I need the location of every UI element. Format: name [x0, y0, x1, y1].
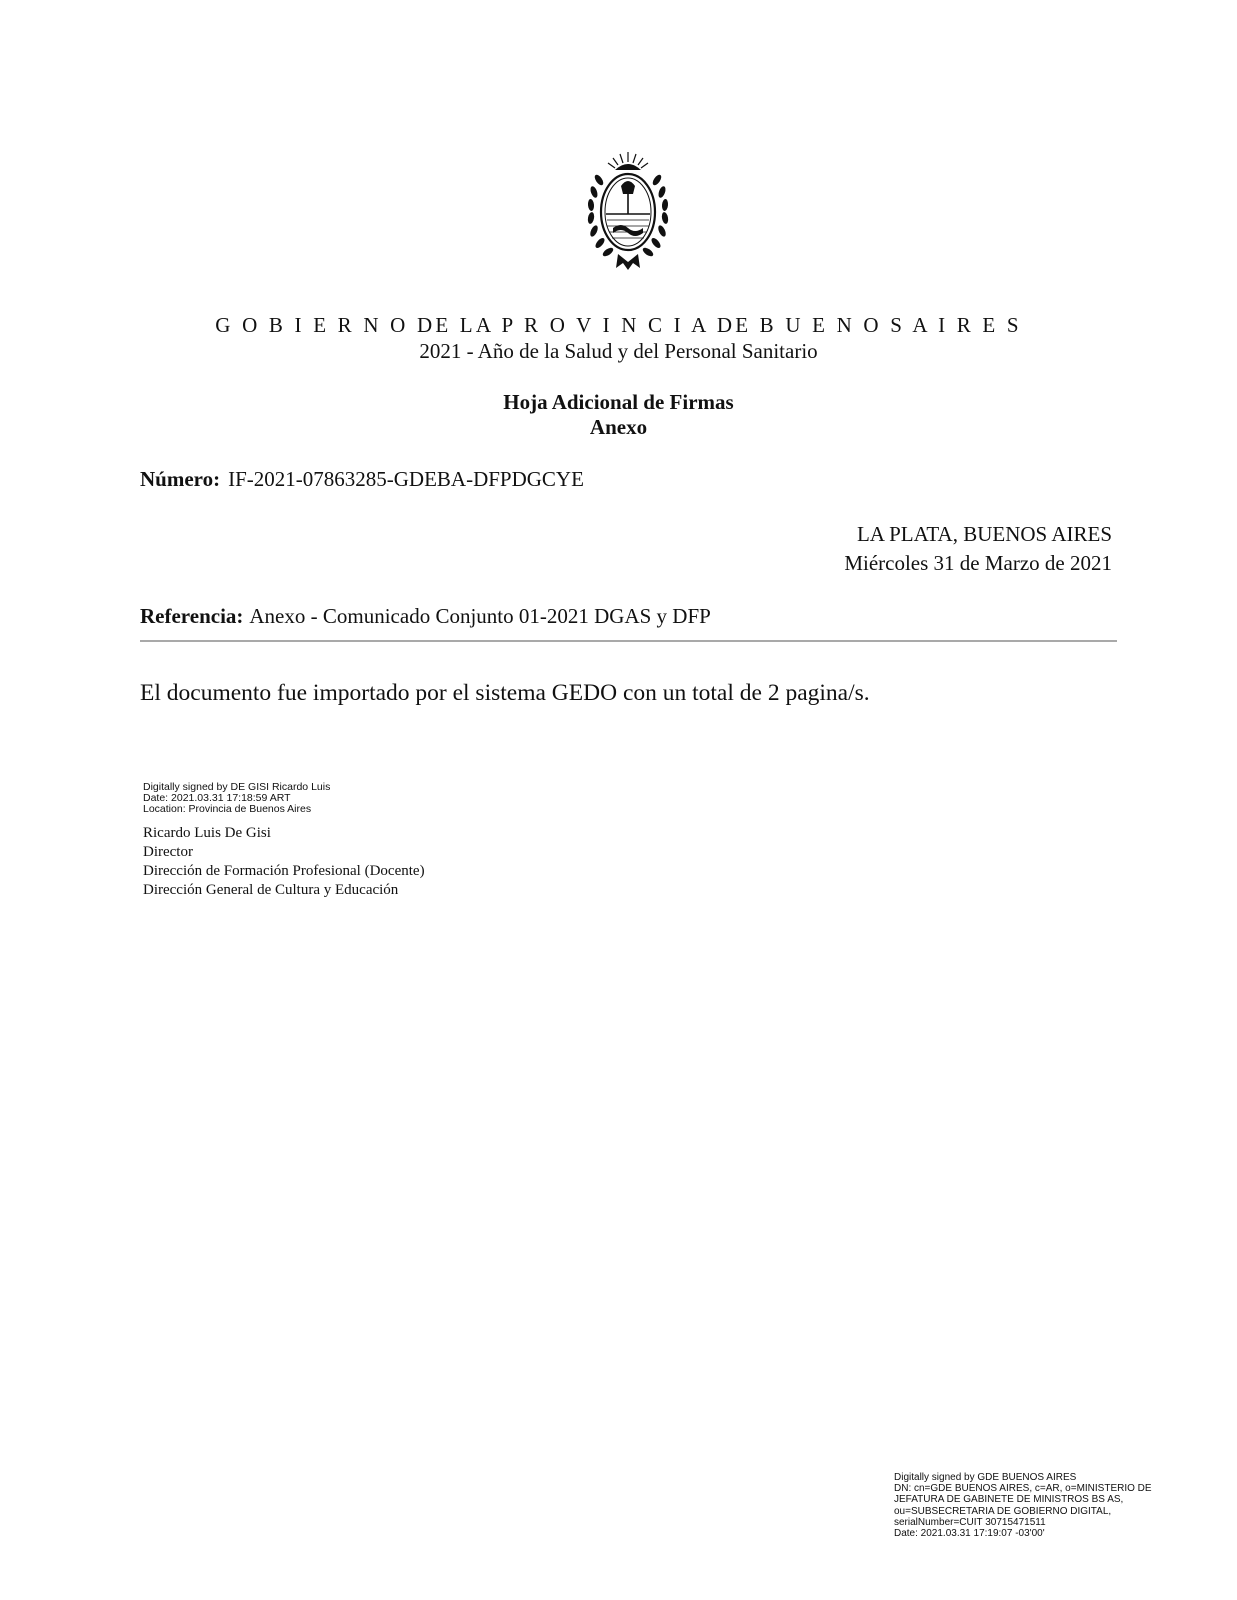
document-reference-label: Referencia:	[140, 604, 244, 628]
coat-of-arms-emblem	[585, 150, 671, 276]
document-number-label: Número:	[140, 467, 221, 491]
government-heading: G O B I E R N O DE LA P R O V I N C I A DE B U E N O S A I R E S	[215, 313, 1022, 337]
digital-signature-stamp	[143, 782, 330, 815]
signature-signed-by: Digitally signed by DE GISI Ricardo Luis	[143, 781, 331, 793]
divider	[140, 640, 1117, 642]
gde-ou-line: ou=SUBSECRETARIA DE GOBIERNO DIGITAL,	[894, 1505, 1112, 1517]
document-reference	[140, 604, 711, 629]
document-place: LA PLATA, BUENOS AIRES	[856, 522, 1112, 546]
signer-name: Ricardo Luis De Gisi	[143, 825, 271, 841]
document-date: Miércoles 31 de Marzo de 2021	[844, 551, 1112, 575]
gde-serial-line: serialNumber=CUIT 30715471511	[894, 1516, 1046, 1528]
document-reference-value: Anexo - Comunicado Conjunto 01-2021 DGAS y DFP	[249, 604, 711, 628]
gde-date-line: Date: 2021.03.31 17:19:07 -03'00'	[894, 1528, 1045, 1540]
signer-role: Director	[143, 844, 193, 860]
gde-ministry-line: JEFATURA DE GABINETE DE MINISTROS BS AS,	[894, 1494, 1124, 1506]
document-title: Hoja Adicional de Firmas	[503, 390, 734, 414]
gde-dn-line: DN: cn=GDE BUENOS AIRES, c=AR, o=MINISTERIO DE	[894, 1483, 1152, 1495]
document-body: El documento fue importado por el sistema GEDO con un total de 2 pagina/s.	[140, 680, 870, 706]
document-number	[140, 467, 584, 492]
gde-signed-by: Digitally signed by GDE BUENOS AIRES	[894, 1472, 1077, 1483]
signer-details	[143, 824, 425, 900]
signature-date: Date: 2021.03.31 17:18:59 ART	[143, 792, 291, 804]
document-number-value: IF-2021-07863285-GDEBA-DFPDGCYE	[228, 467, 584, 491]
year-motto: 2021 - Año de la Salud y del Personal Sanitario	[419, 339, 818, 363]
gde-digital-signature-stamp	[894, 1472, 1194, 1539]
signer-office: Dirección de Formación Profesional (Docente)	[143, 863, 425, 879]
signer-department: Dirección General de Cultura y Educación	[143, 882, 399, 898]
document-subtitle: Anexo	[589, 415, 648, 439]
signature-location: Location: Provincia de Buenos Aires	[143, 803, 312, 815]
